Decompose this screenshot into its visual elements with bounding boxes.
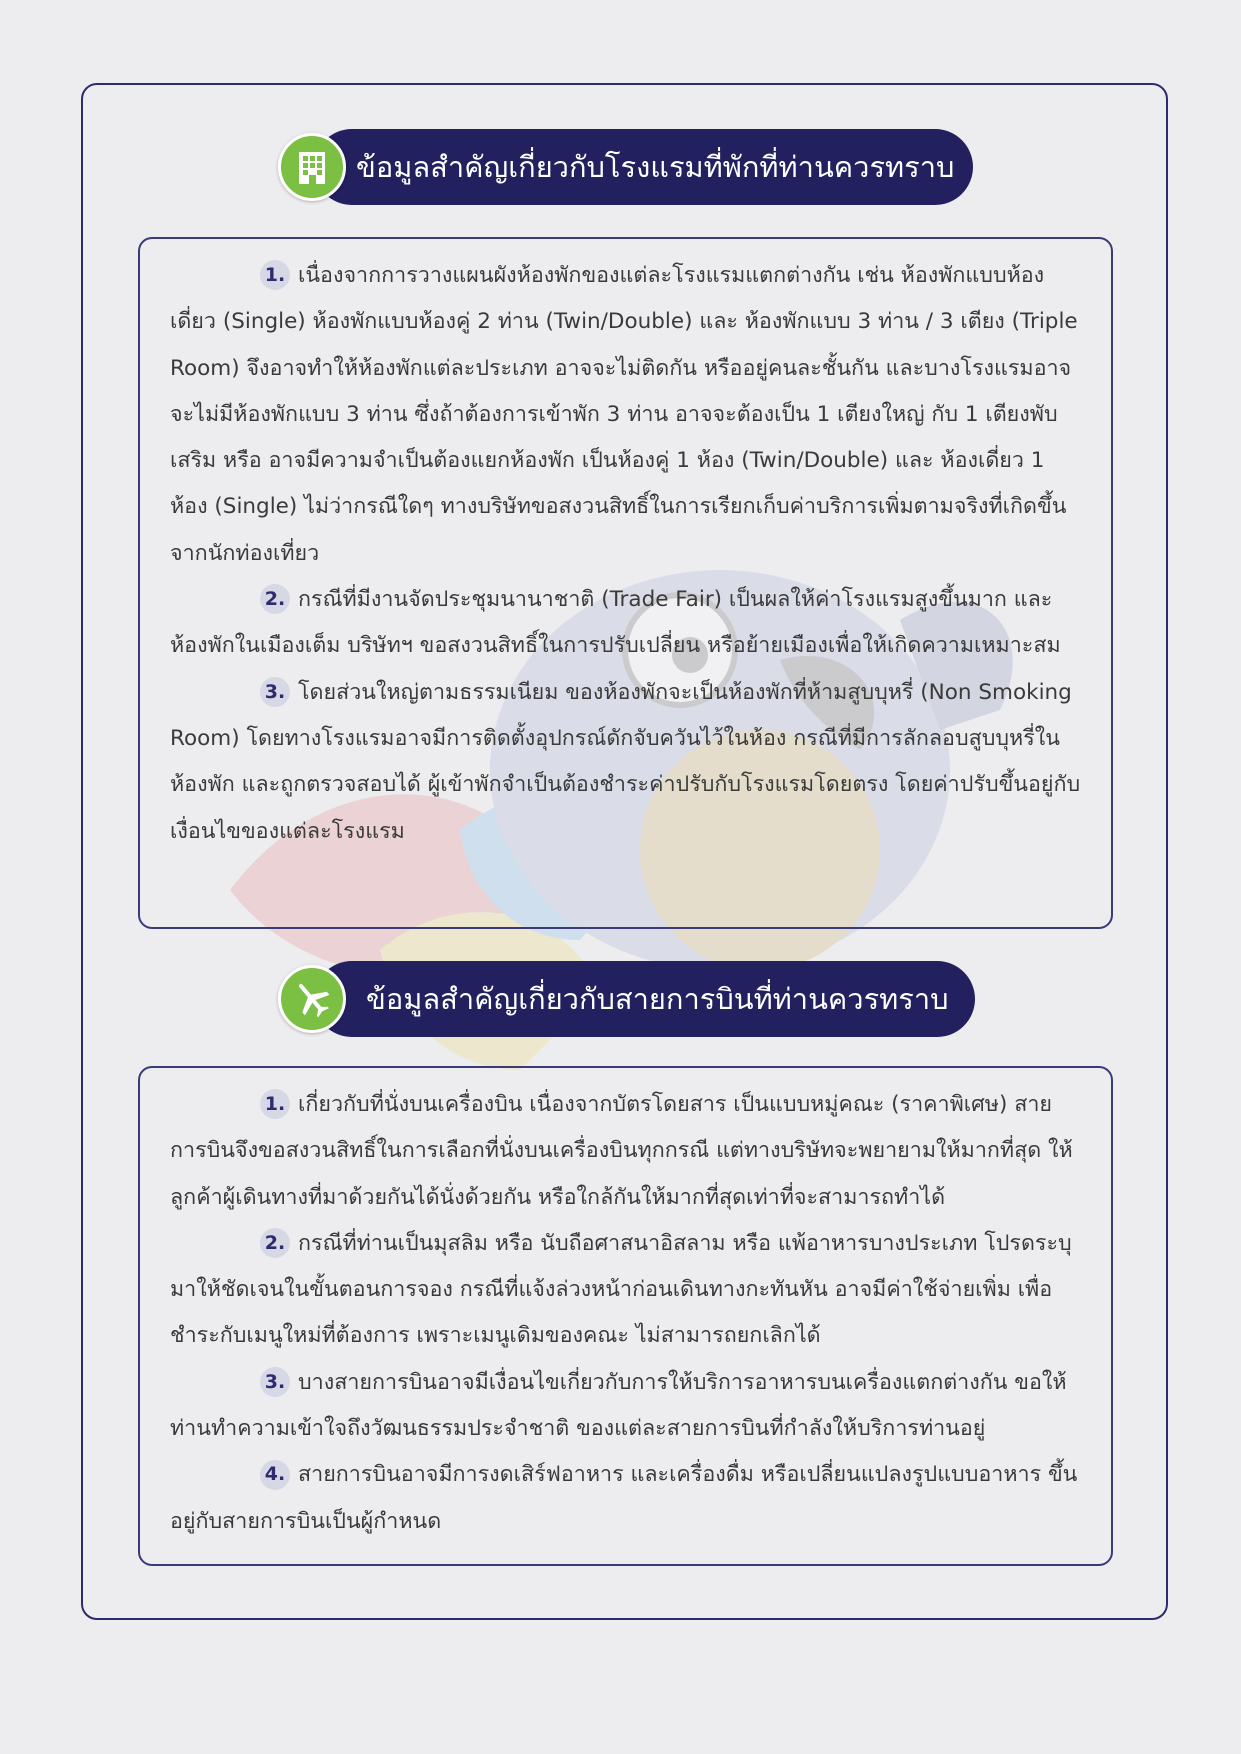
airline-info-box: [138, 1066, 1113, 1566]
airline-item-1-number: 1.: [260, 1089, 290, 1119]
hotel-item-1-number: 1.: [260, 260, 290, 290]
airline-item-2-text: กรณีที่ท่านเป็นมุสลิม หรือ นับถือศาสนาอิสลาม หรือ แพ้อาหารบางประเภท โปรดระบุมาให้ชัดเจนในขั้นตอนการจอง กรณีที่แจ้งล่วงหน้าก่อนเดินทางกะทันหัน อาจมีค่าใช้จ่ายเพิ่ม เพื่อชำระกับเมนูใหม่ที่ต้องการ เพราะเมนูเดิมของคณะ ไม่สามารถยกเลิกได้: [170, 1230, 1072, 1349]
airline-badge: [278, 965, 346, 1033]
hotel-badge: [278, 133, 346, 201]
airplane-icon: [292, 979, 332, 1019]
hotel-item-3-text: โดยส่วนใหญ่ตามธรรมเนียม ของห้องพักจะเป็นห้องพักที่ห้ามสูบบุหรี่ (Non Smoking Room) โดยทางโรงแรมอาจมีการติดตั้งอุปกรณ์ดักจับควันไว้ในห้อง กรณีที่มีการลักลอบสูบบุหรี่ในห้องพัก และถูกตรวจสอบได้ ผู้เข้าพักจำเป็นต้องชำระค่าปรับกับโรงแรมโดยตรง โดยค่าปรับขึ้นอยู่กับเงื่อนไขของแต่ละโรงแรม: [170, 679, 1081, 844]
hotel-item-3: [170, 670, 1083, 855]
hotel-item-1: [170, 253, 1083, 577]
hotel-item-1-text: เนื่องจากการวางแผนผังห้องพักของแต่ละโรงแรมแตกต่างกัน เช่น ห้องพักแบบห้องเดี่ยว (Single) ห้องพักแบบห้องคู่ 2 ท่าน (Twin/Double) และ ห้องพักแบบ 3 ท่าน / 3 เตียง (Triple Room) จึงอาจทำให้ห้องพักแต่ละประเภท อาจจะไม่ติดกัน หรืออยู่คนละชั้นกัน และบางโรงแรมอาจจะไม่มีห้องพักแบบ 3 ท่าน ซึ่งถ้าต้องการเข้าพัก 3 ท่าน อาจจะต้องเป็น 1 เตียงใหญ่ กับ 1 เตียงพับเสริม หรือ อาจมีความจำเป็นต้องแยกห้องพัก เป็นห้องคู่ 1 ห้อง (Twin/Double) และ ห้องเดี่ยว 1 ห้อง (Single) ไม่ว่ากรณีใดๆ ทางบริษัทขอสงวนสิทธิ์ในการเรียกเก็บค่าบริการเพิ่มตามจริงที่เกิดขึ้นจากนักท่องเที่ยว: [170, 263, 1078, 566]
airline-header: [278, 961, 975, 1037]
hotel-info-box: [138, 237, 1113, 929]
hotel-header: [278, 129, 973, 205]
hotel-item-2-number: 2.: [260, 584, 290, 614]
airline-item-3-text: บางสายการบินอาจมีเงื่อนไขเกี่ยวกับการให้บริการอาหารบนเครื่องแตกต่างกัน ขอให้ท่านทำความเข้าใจถึงวัฒนธรรมประจำชาติ ของแต่ละสายการบินที่กำลังให้บริการท่านอยู่: [170, 1369, 1067, 1442]
hotel-item-2: [170, 577, 1083, 670]
airline-item-1-text: เกี่ยวกับที่นั่งบนเครื่องบิน เนื่องจากบัตรโดยสาร เป็นแบบหมู่คณะ (ราคาพิเศษ) สายการบินจึงขอสงวนสิทธิ์ในการเลือกที่นั่งบนเครื่องบินทุกกรณี แต่ทางบริษัทจะพยายามให้มากที่สุด ให้ลูกค้าผู้เดินทางที่มาด้วยกันได้นั่งด้วยกัน หรือใกล้กันให้มากที่สุดเท่าที่จะสามารถทำได้: [170, 1092, 1073, 1210]
hotel-header-title: ข้อมูลสำคัญเกี่ยวกับโรงแรมที่พักที่ท่านควรทราบ: [314, 129, 973, 205]
airline-item-4-number: 4.: [260, 1460, 290, 1490]
hotel-building-icon: [293, 148, 331, 186]
airline-header-title: ข้อมูลสำคัญเกี่ยวกับสายการบินที่ท่านควรทราบ: [314, 961, 975, 1037]
airline-item-2-number: 2.: [260, 1228, 290, 1258]
airline-item-2: [170, 1221, 1083, 1360]
airline-item-1: [170, 1082, 1083, 1221]
airline-item-4-text: สายการบินอาจมีการงดเสิร์ฟอาหาร และเครื่องดื่ม หรือเปลี่ยนแปลงรูปแบบอาหาร ขึ้นอยู่กับสายการบินเป็นผู้กำหนด: [170, 1462, 1078, 1534]
hotel-item-2-text: กรณีที่มีงานจัดประชุมนานาชาติ (Trade Fair) เป็นผลให้ค่าโรงแรมสูงขึ้นมาก และห้องพักในเมืองเต็ม บริษัทฯ ขอสงวนสิทธิ์ในการปรับเปลี่ยน หรือย้ายเมืองเพื่อให้เกิดความเหมาะสม: [170, 587, 1061, 659]
airline-item-3: [170, 1360, 1083, 1453]
airline-item-4: [170, 1452, 1083, 1545]
airline-item-3-number: 3.: [260, 1367, 290, 1397]
hotel-item-3-number: 3.: [260, 677, 290, 707]
